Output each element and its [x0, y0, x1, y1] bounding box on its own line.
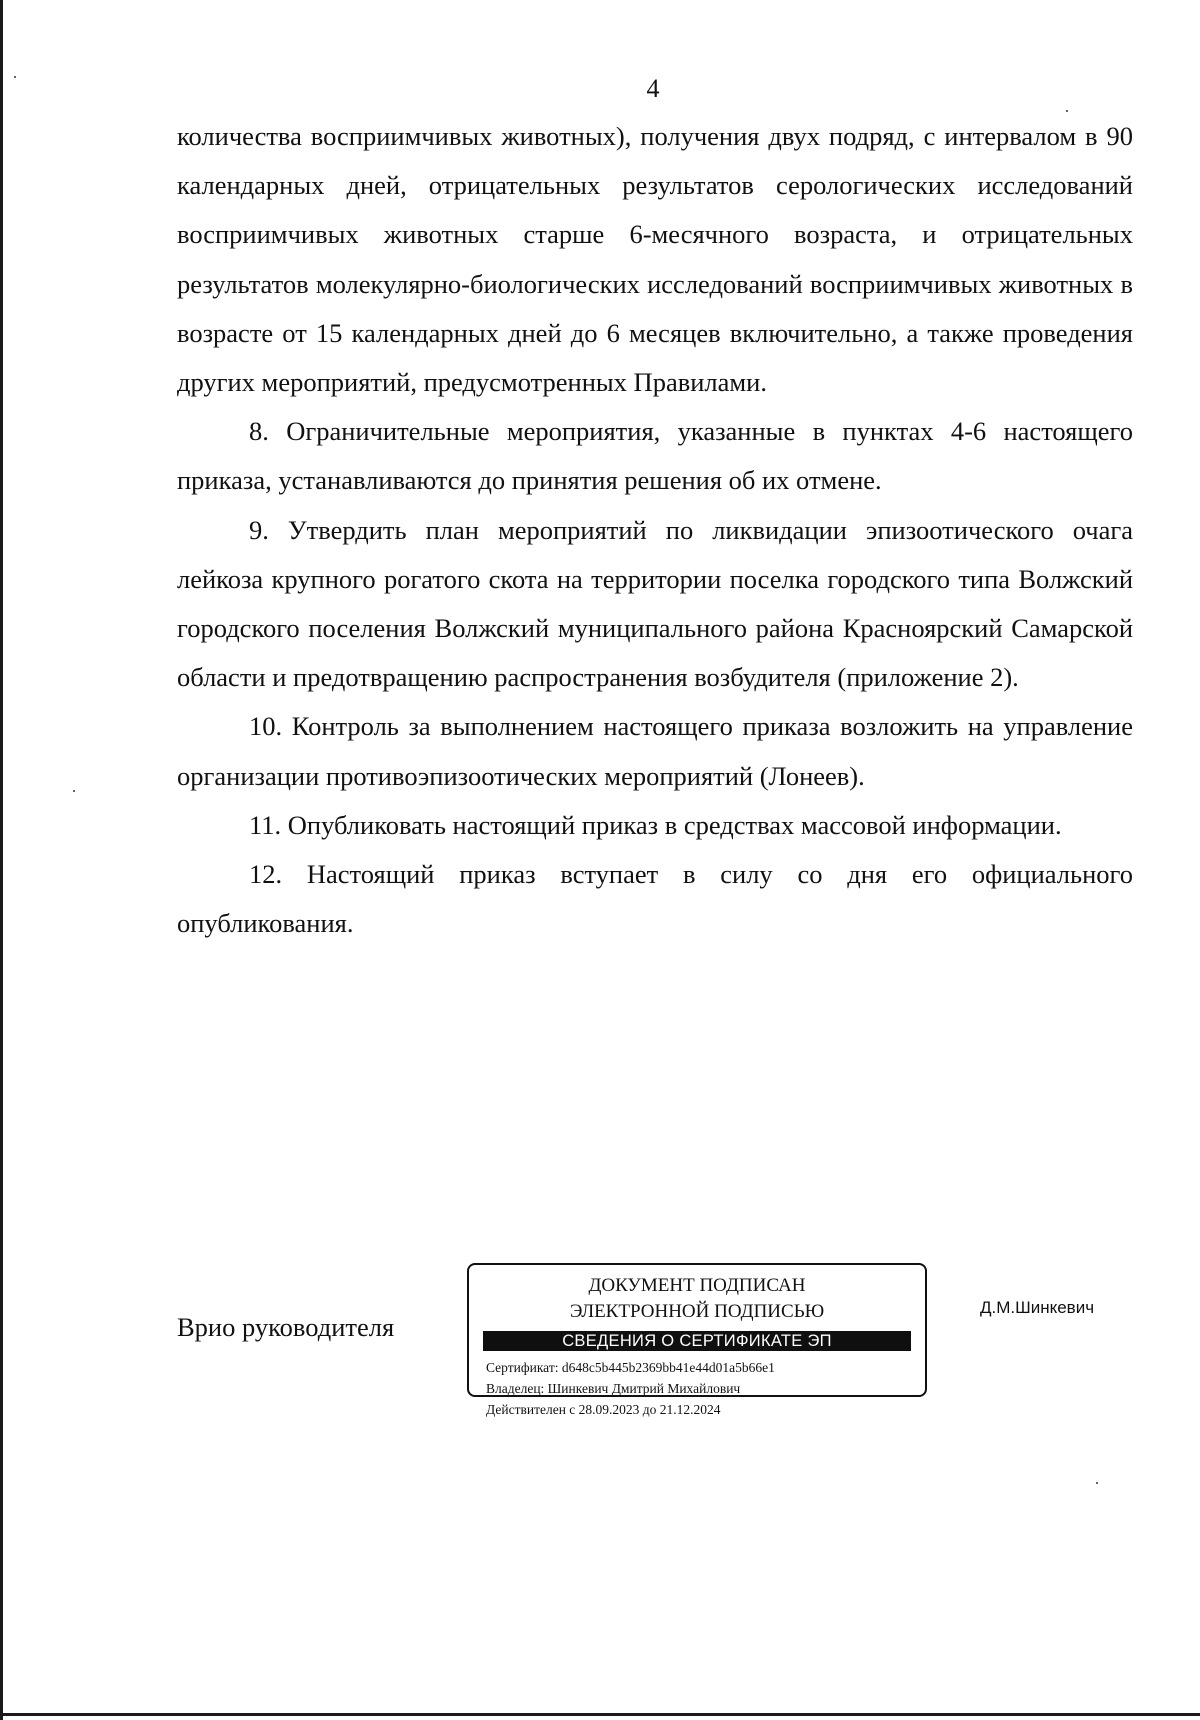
stamp-validity: Действителен с 28.09.2023 до 21.12.2024: [486, 1402, 721, 1417]
scan-speck: [73, 790, 75, 792]
electronic-signature-stamp: [467, 1263, 927, 1417]
page-number: 4: [646, 74, 660, 103]
paragraph-item-8: 8. Ограничительные мероприятия, указанные в пунктах 4-6 настоящего приказа, устанавливаются до принятия решения об их отмене.: [177, 416, 1133, 496]
stamp-certificate-id: Сертификат: d648c5b445b2369bb41e44d01a5b66e1: [486, 1360, 775, 1375]
document-body: [177, 112, 1133, 948]
scan-edge-left: [0, 0, 3, 1720]
stamp-details: [486, 1357, 925, 1420]
scan-edge-bottom: [0, 1713, 1200, 1716]
paragraph-item-12: 12. Настоящий приказ вступает в силу со дня его официального опубликования.: [177, 859, 1133, 939]
stamp-title: [469, 1273, 925, 1325]
stamp-title-line2: ЭЛЕКТРОННОЙ ПОДПИСЬЮ: [569, 1301, 825, 1322]
scan-speck: [1096, 1482, 1098, 1484]
stamp-title-line1: ДОКУМЕНТ ПОДПИСАН: [588, 1275, 806, 1296]
paragraph-continuation: количества восприимчивых животных), получения двух подряд, с интервалом в 90 календарных дней, отрицательных результатов серологических исследований восприимчивых животных старше 6-месячного возраста, и отрицательных результатов молекулярно-биологических исследований восприимчивых животных в возрасте от 15 календарных дней до 6 месяцев включительно, а также проведения других мероприятий, предусмотренных Правилами.: [177, 121, 1133, 398]
paragraph-item-10: 10. Контроль за выполнением настоящего приказа возложить на управление организации противоэпизоотических мероприятий (Лонеев).: [177, 711, 1133, 791]
stamp-owner: Владелец: Шинкевич Дмитрий Михайлович: [486, 1381, 741, 1396]
signer-name: Д.М.Шинкевич: [980, 1298, 1095, 1317]
signatory-role: Врио руководителя: [177, 1312, 395, 1342]
paragraph-item-11: 11. Опубликовать настоящий приказ в средствах массовой информации.: [249, 809, 1062, 840]
stamp-certificate-bar: СВЕДЕНИЯ О СЕРТИФИКАТЕ ЭП: [483, 1331, 911, 1351]
paragraph-item-9: 9. Утвердить план мероприятий по ликвидации эпизоотического очага лейкоза крупного рогатого скота на территории поселка городского типа Волжский городского поселения Волжский муниципального района Красноярский Самарской области и предотвращению распространения возбудителя (приложение 2).: [177, 514, 1133, 693]
